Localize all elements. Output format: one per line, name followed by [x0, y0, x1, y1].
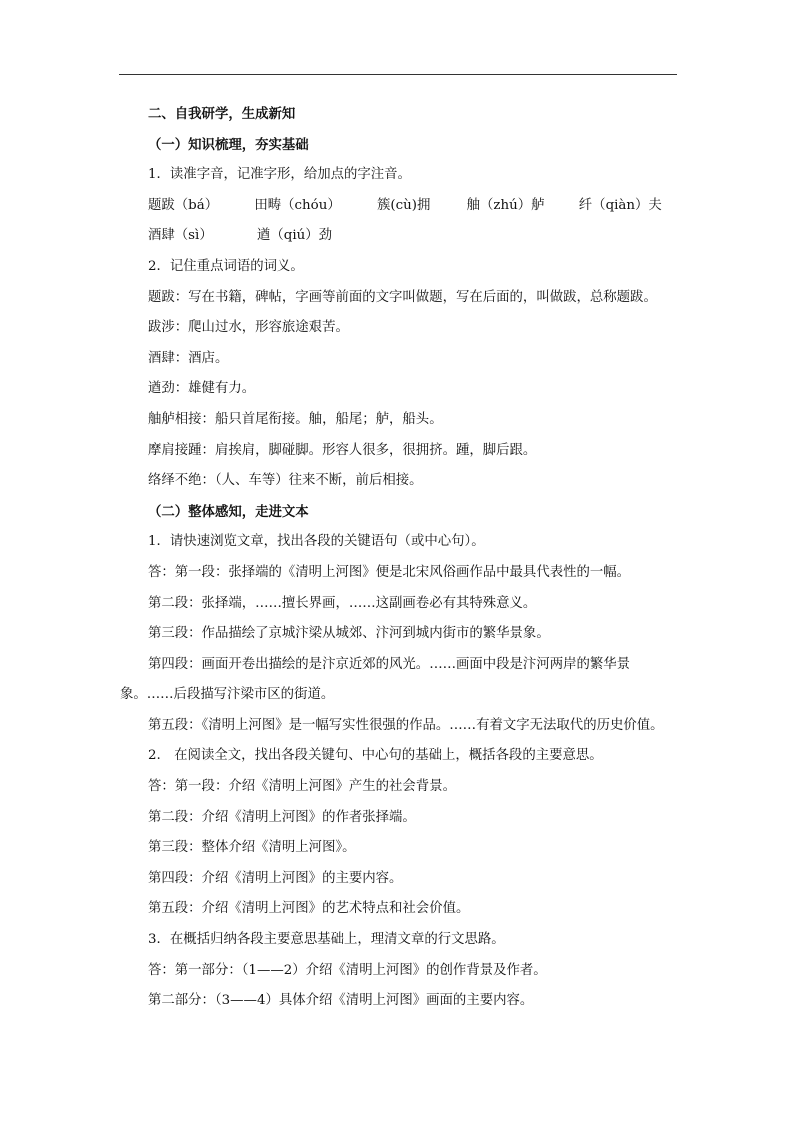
answer-line: 第五段：《清明上河图》是一幅写实性很强的作品。……有着文字无法取代的历史价值。 [148, 717, 664, 733]
part2-question-1: 1．请快速浏览文章，找出各段的关键语句（或中心句）。 [148, 534, 485, 550]
answer-line: 答：第一段：张择端的《清明上河图》便是北宋风俗画作品中最具代表性的一幅。 [148, 564, 631, 580]
definition-item: 题跋：写在书籍，碑帖，字画等前面的文字叫做题，写在后面的，叫做跋，总称题跋。 [148, 289, 657, 305]
document-body [120, 99, 685, 1017]
header-rule [119, 74, 677, 75]
section-title: 二、自我研学，生成新知 [148, 106, 296, 122]
answer-line: 第五段：介绍《清明上河图》的艺术特点和社会价值。 [148, 901, 470, 917]
definition-item: 络绎不绝：（人、车等）往来不断，前后相接。 [148, 473, 423, 489]
pinyin-item: 题跋（bá） [148, 197, 219, 213]
part1-title: （一）知识梳理，夯实基础 [148, 136, 309, 153]
part1-question-1: 1．读准字音，记准字形，给加点的字注音。 [148, 167, 411, 183]
answer-line: 第三段：整体介绍《清明上河图》。 [148, 840, 356, 856]
part1-question-2: 2．记住重点词语的词义。 [148, 258, 304, 274]
definition-item: 摩肩接踵：肩挨肩，脚碰脚。形容人很多，很拥挤。踵，脚后跟。 [148, 442, 537, 458]
definition-item: 遒劲：雄健有力。 [148, 381, 256, 397]
pinyin-item: 簇(cù)拥 [377, 197, 431, 213]
pinyin-item: 纤（qiàn）夫 [578, 197, 662, 213]
part2-title: （二）整体感知，走进文本 [148, 503, 309, 520]
answer-line-continued: 象。……后段描写汴梁市区的街道。 [120, 687, 335, 703]
answer-line: 第四段：介绍《清明上河图》的主要内容。 [148, 870, 403, 886]
pinyin-item: 遒（qiú）劲 [256, 228, 333, 244]
answer-line: 第二段：张择端，……擅长界画，……这副画卷必有其特殊意义。 [148, 595, 537, 611]
pinyin-item: 酒肆（sì） [148, 228, 213, 244]
answer-line: 第二段：介绍《清明上河图》的作者张择端。 [148, 809, 416, 825]
answer-line: 答：第一部分：（1——2）介绍《清明上河图》的创作背景及作者。 [148, 962, 547, 978]
pinyin-row-2 [120, 221, 685, 252]
pinyin-item: 舳（zhú）舻 [466, 197, 545, 213]
answer-line: 答：第一段：介绍《清明上河图》产生的社会背景。 [148, 779, 456, 795]
definition-item: 跋涉：爬山过水，形容旅途艰苦。 [148, 320, 349, 336]
answer-line: 第四段：画面开卷出描绘的是汴京近郊的风光。……画面中段是汴河两岸的繁华景 [148, 656, 631, 672]
definition-item: 舳舻相接：船只首尾衔接。舳，船尾；舻，船头。 [148, 411, 443, 427]
pinyin-item: 田畴（chóu） [254, 197, 341, 213]
part2-question-2: 2. 在阅读全文，找出各段关键句、中心句的基础上，概括各段的主要意思。 [148, 748, 603, 764]
answer-line: 第二部分：（3——4）具体介绍《清明上河图》画面的主要内容。 [148, 993, 534, 1009]
answer-line: 第三段：作品描绘了京城汴梁从城郊、汴河到城内街市的繁华景象。 [148, 626, 550, 642]
definition-item: 酒肆：酒店。 [148, 350, 229, 366]
part2-question-3: 3．在概括归纳各段主要意思基础上，理清文章的行文思路。 [148, 932, 505, 948]
pinyin-row-1 [120, 191, 685, 222]
